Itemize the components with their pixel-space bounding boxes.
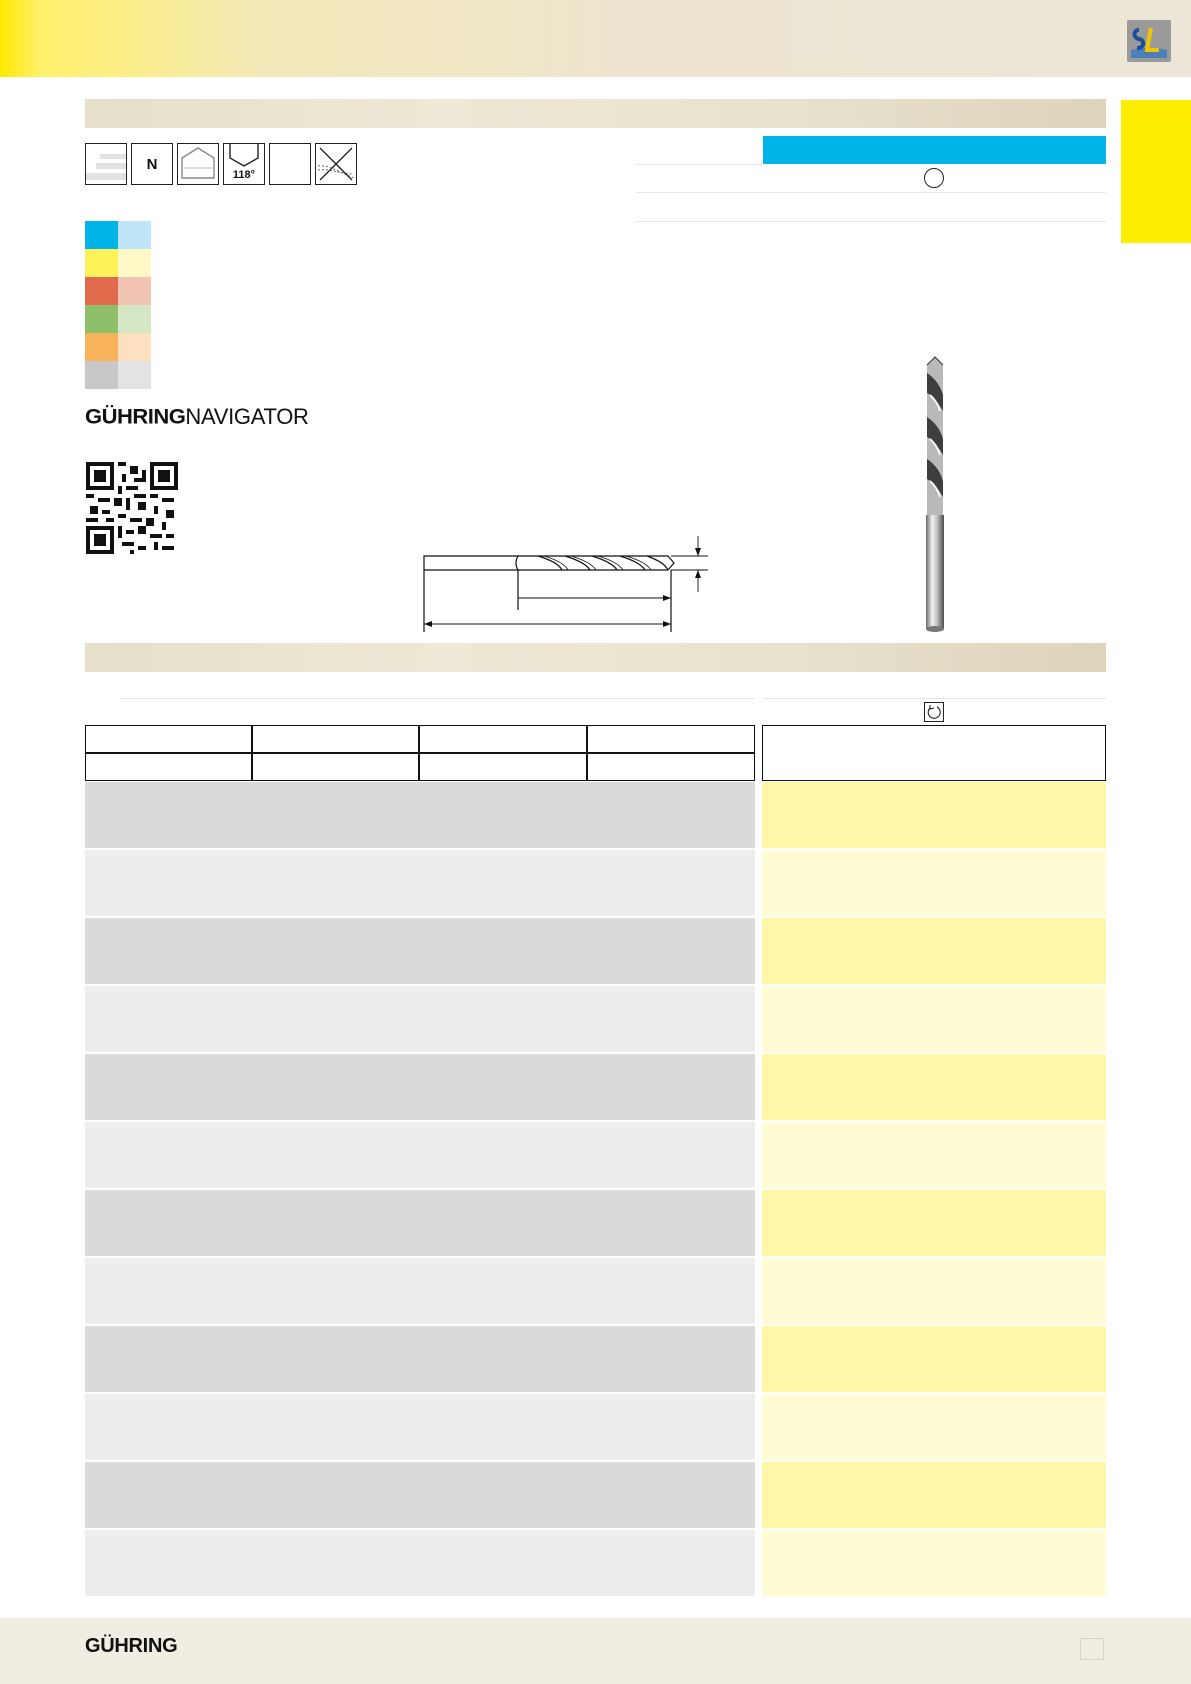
no-coolant-icon: [315, 143, 357, 185]
table-row: [85, 1530, 755, 1596]
brand-logo-icon: [1127, 20, 1171, 62]
table-row: [85, 1122, 755, 1188]
qr-code-icon[interactable]: [86, 462, 178, 559]
table-header-cell: [252, 753, 419, 781]
table-header-cell: [587, 753, 755, 781]
navigator-suffix: NAVIGATOR: [185, 404, 309, 429]
table-header-cell: [419, 725, 587, 753]
article-cell[interactable]: [762, 782, 1106, 848]
table-header-cell: [85, 725, 252, 753]
article-column: [762, 782, 1106, 1596]
type-n-icon: N: [131, 143, 173, 185]
article-cell[interactable]: [762, 986, 1106, 1052]
article-cell[interactable]: [762, 1122, 1106, 1188]
section-side-tab: [1121, 100, 1191, 243]
legend-swatch-m: [85, 249, 118, 277]
article-cell[interactable]: [762, 850, 1106, 916]
article-cell[interactable]: [762, 1258, 1106, 1324]
legend-swatch-h: [85, 361, 118, 389]
article-cell[interactable]: [762, 1462, 1106, 1528]
table-row: [85, 850, 755, 916]
divider: [636, 221, 1106, 222]
category-header-bar: [763, 136, 1106, 164]
footer-brand-logo: GÜHRING: [85, 1635, 178, 1657]
drill-product-image: [915, 355, 955, 640]
article-cell[interactable]: [762, 1394, 1106, 1460]
table-header-cell: [587, 725, 755, 753]
table-row: [85, 918, 755, 984]
article-number-header: [762, 725, 1106, 781]
divider: [763, 698, 1106, 699]
table-row: [85, 782, 755, 848]
navigator-logo: [85, 404, 309, 430]
legend-swatch-s-light: [118, 333, 151, 361]
header-band: [0, 0, 1191, 77]
drill-technical-drawing: [420, 532, 720, 637]
table-row: [85, 986, 755, 1052]
table-row: [85, 1258, 755, 1324]
legend-swatch-s: [85, 333, 118, 361]
legend-swatch-k-light: [118, 277, 151, 305]
material-color-legend: [85, 221, 151, 389]
legend-swatch-p-light: [118, 221, 151, 249]
diameter-circle-icon: [924, 168, 944, 188]
table-header-cell: [85, 753, 252, 781]
table-header-cell: [419, 753, 587, 781]
legend-swatch-n: [85, 305, 118, 333]
article-cell[interactable]: [762, 1326, 1106, 1392]
section-title-band: [85, 99, 1106, 128]
point-angle-label: 118°: [232, 169, 256, 181]
legend-swatch-k: [85, 277, 118, 305]
table-row: [85, 1462, 755, 1528]
table-header-cell: [252, 725, 419, 753]
table-row: [85, 1190, 755, 1256]
legend-swatch-h-light: [118, 361, 151, 389]
table-row: [85, 1394, 755, 1460]
legend-swatch-m-light: [118, 249, 151, 277]
table-section-band: [85, 643, 1106, 672]
divider: [636, 192, 1106, 193]
legend-swatch-p: [85, 221, 118, 249]
table-body: [85, 782, 755, 1596]
legend-swatch-n-light: [118, 305, 151, 333]
point-angle-icon: [223, 143, 265, 185]
table-row: [85, 1054, 755, 1120]
rotation-direction-icon: [924, 702, 944, 722]
blank-icon: [269, 143, 311, 185]
article-cell[interactable]: [762, 1530, 1106, 1596]
footer-band: [0, 1618, 1191, 1684]
standard-icon: [85, 143, 127, 185]
divider: [636, 164, 763, 165]
table-row: [85, 1326, 755, 1392]
article-cell[interactable]: [762, 1054, 1106, 1120]
table-header: [85, 725, 755, 781]
shank-icon: [177, 143, 219, 185]
page-number-box: [1080, 1638, 1104, 1660]
divider: [120, 698, 755, 699]
article-cell[interactable]: [762, 918, 1106, 984]
article-cell[interactable]: [762, 1190, 1106, 1256]
navigator-brand: GÜHRING: [85, 404, 186, 429]
